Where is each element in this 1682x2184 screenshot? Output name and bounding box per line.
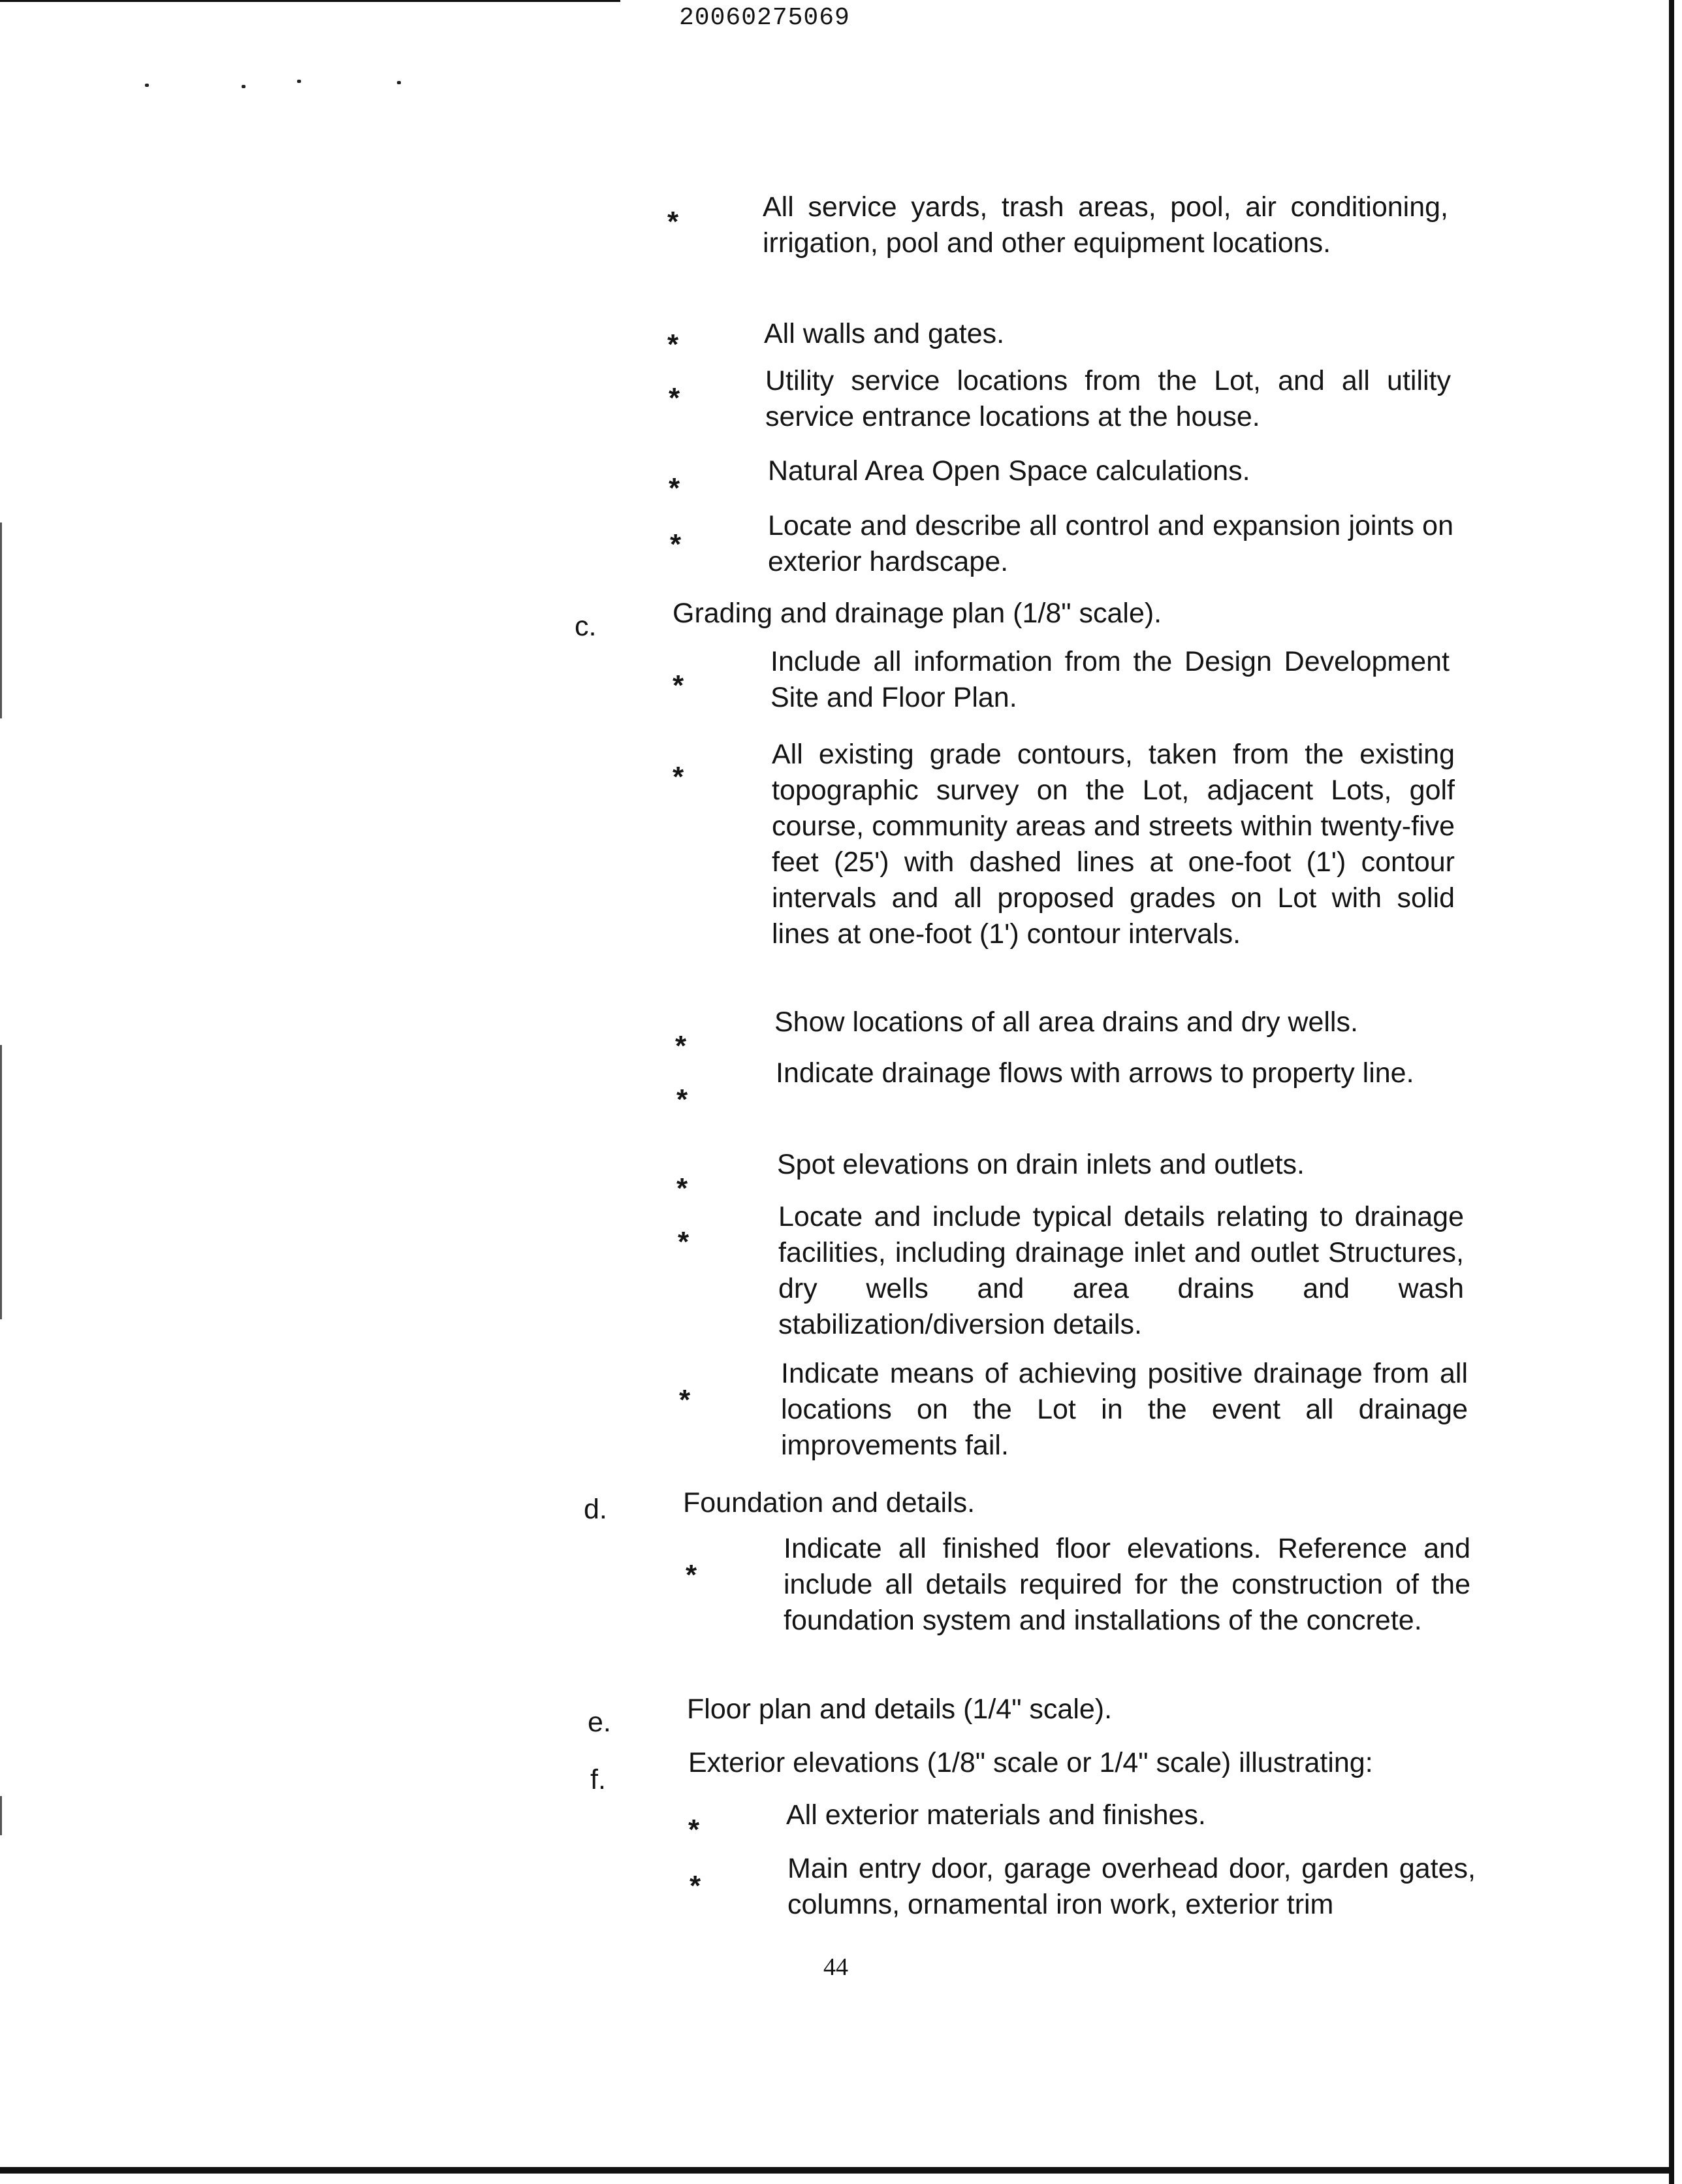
bullet-text: Locate and describe all control and expansion joints on exterior hardscape. <box>768 510 1453 577</box>
bullet-marker: * <box>673 669 684 701</box>
section-heading: Exterior elevations (1/8" scale or 1/4" scale) illustrating: <box>688 1747 1373 1778</box>
bottom-border <box>0 2167 1674 2174</box>
bullet-marker: * <box>670 528 682 560</box>
bullet-marker: * <box>690 1870 701 1902</box>
section-heading: Grading and drainage plan (1/8" scale). <box>673 598 1162 629</box>
section-heading: Foundation and details. <box>683 1487 976 1518</box>
bullet-text: Main entry door, garage overhead door, garden gates, columns, ornamental iron work, exterior trim <box>787 1853 1476 1920</box>
scan-speck <box>145 84 149 87</box>
bullet-text: All exterior materials and finishes. <box>786 1799 1206 1831</box>
bullet-text: All service yards, trash areas, pool, air conditioning, irrigation, pool and other equipment locations. <box>763 191 1448 259</box>
bullet-text: Locate and include typical details relating to drainage facilities, including drainage inlet and outlet Structures, dry wells and area drains and wash stabilization/diversion details. <box>778 1201 1464 1340</box>
section-label: f. <box>590 1764 606 1795</box>
bullet-marker: * <box>676 1084 688 1116</box>
bullet-marker: * <box>679 1384 691 1416</box>
bullet-text: Utility service locations from the Lot, and all utility service entrance locations at the house. <box>765 365 1451 432</box>
bullet-marker: * <box>667 206 679 238</box>
bullet-marker: * <box>686 1559 697 1591</box>
section-heading: Floor plan and details (1/4" scale). <box>687 1694 1113 1725</box>
bullet-text: Show locations of all area drains and dry wells. <box>774 1006 1358 1038</box>
section-label: d. <box>584 1494 607 1525</box>
bullet-marker: * <box>675 1030 687 1062</box>
bullet-marker: * <box>688 1814 700 1846</box>
document-number: 20060275069 <box>679 4 850 32</box>
scan-speck <box>242 85 246 88</box>
bullet-text: Indicate means of achieving positive drainage from all locations on the Lot in the event all drainage improvements fail. <box>781 1358 1468 1461</box>
bullet-text: Include all information from the Design Development Site and Floor Plan. <box>770 646 1450 713</box>
bullet-text: Spot elevations on drain inlets and outlets. <box>777 1149 1305 1180</box>
section-label: c. <box>575 611 597 642</box>
left-edge-mark <box>0 522 2 718</box>
bullet-text: All existing grade contours, taken from the existing topographic survey on the Lot, adjacent Lots, golf course, community areas and streets within twenty-five feet (25') with dashed lines at one-foot (1') contour intervals and all proposed grades on Lot with solid lines at one-foot (1') contour intervals. <box>772 739 1455 950</box>
page-number: 44 <box>823 1953 848 1981</box>
bullet-marker: * <box>676 1172 688 1204</box>
scan-speck <box>397 81 401 84</box>
bullet-marker: * <box>667 329 679 361</box>
bullet-marker: * <box>669 472 680 504</box>
top-rule <box>0 0 620 2</box>
bullet-text: Indicate all finished floor elevations. Reference and include all details required for the construction of the foundation system and installations of the concrete. <box>784 1533 1470 1636</box>
bullet-text: Indicate drainage flows with arrows to property line. <box>776 1057 1414 1089</box>
bullet-marker: * <box>669 382 680 414</box>
bullet-marker: * <box>673 761 684 793</box>
scan-speck <box>297 80 301 83</box>
bullet-marker: * <box>678 1226 690 1258</box>
left-edge-mark <box>0 1045 2 1319</box>
right-border <box>1669 0 1674 2184</box>
bullet-text: Natural Area Open Space calculations. <box>768 455 1250 487</box>
left-edge-mark <box>0 1796 2 1835</box>
section-label: e. <box>588 1707 611 1738</box>
bullet-text: All walls and gates. <box>764 318 1005 349</box>
